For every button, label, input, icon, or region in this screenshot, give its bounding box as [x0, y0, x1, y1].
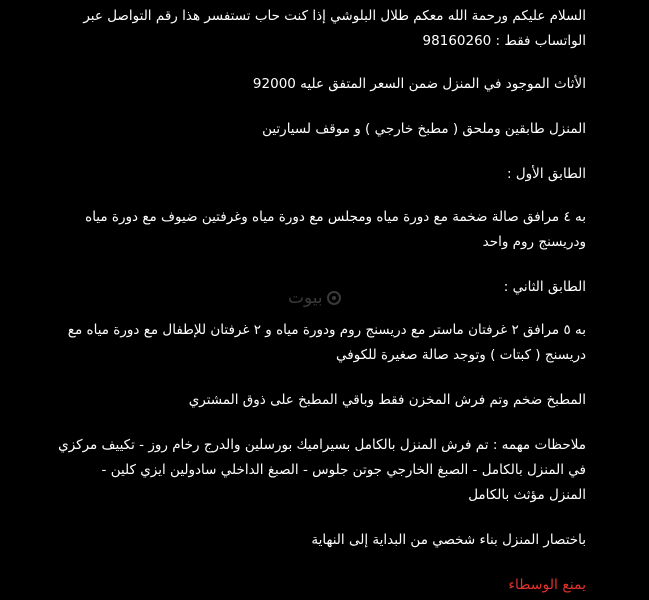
first-floor-line-1: به ٤ مرافق صالة ضخمة مع دورة مياه ومجلس مع دورة مياه وغرفتين ضيوف مع دورة مياه	[85, 209, 586, 225]
notes-line-1: ملاحظات مهمه : تم فرش المنزل بالكامل بسيراميك بورسلين والدرج رخام روز - تكييف مركزي	[58, 437, 586, 453]
no-brokers-text: يمنع الوسطاء	[508, 577, 586, 593]
first-floor-paragraph	[14, 205, 586, 255]
furniture-text: الأثاث الموجود في المنزل ضمن السعر المتفق عليه 92000	[252, 76, 586, 92]
intro-paragraph	[14, 4, 586, 54]
first-floor-heading	[14, 162, 586, 187]
second-floor-heading-text: الطابق الثاني :	[503, 279, 586, 295]
first-floor-line-2: ودريسنج روم واحد	[482, 234, 586, 250]
site-watermark	[288, 288, 341, 308]
no-brokers-notice	[14, 573, 586, 598]
floors-summary-text: المنزل طابقين وملحق ( مطبخ خارجي ) و موقف لسيارتين	[262, 121, 586, 137]
furniture-paragraph	[14, 72, 586, 97]
floors-summary-paragraph	[14, 117, 586, 142]
kitchen-paragraph	[14, 388, 586, 413]
first-floor-heading-text: الطابق الأول :	[507, 166, 586, 182]
summary-text: باختصار المنزل بناء شخصي من البداية إلى النهاية	[311, 532, 586, 548]
notes-line-2: في المنزل بالكامل - الصبغ الخارجي جوتن جلوس - الصبغ الداخلي سادولين ايزي كلين -	[101, 462, 586, 478]
second-floor-paragraph	[14, 318, 586, 368]
summary-paragraph	[14, 528, 586, 553]
kitchen-text: المطبخ ضخم وتم فرش المخزن فقط وباقي المطبخ على ذوق المشتري	[188, 392, 586, 408]
second-floor-line-2: دريسنج ( كبتات ) وتوجد صالة صغيرة للكوفي	[336, 347, 586, 363]
watermark-text: بيوت	[288, 288, 323, 308]
notes-paragraph	[14, 433, 586, 508]
intro-line-1: السلام عليكم ورحمة الله معكم طلال البلوشي إذا كنت حاب تستفسر هذا رقم التواصل عبر	[83, 8, 586, 24]
watermark-logo-icon	[327, 291, 341, 305]
intro-line-2-whatsapp: الواتساب فقط : 98160260	[422, 33, 586, 49]
notes-line-3: المنزل مؤثث بالكامل	[468, 487, 586, 503]
second-floor-line-1: به ٥ مرافق ٢ غرفتان ماستر مع دريسنج روم ودورة مياه و ٢ غرفتان للإطفال مع دورة مياه مع	[67, 322, 586, 338]
